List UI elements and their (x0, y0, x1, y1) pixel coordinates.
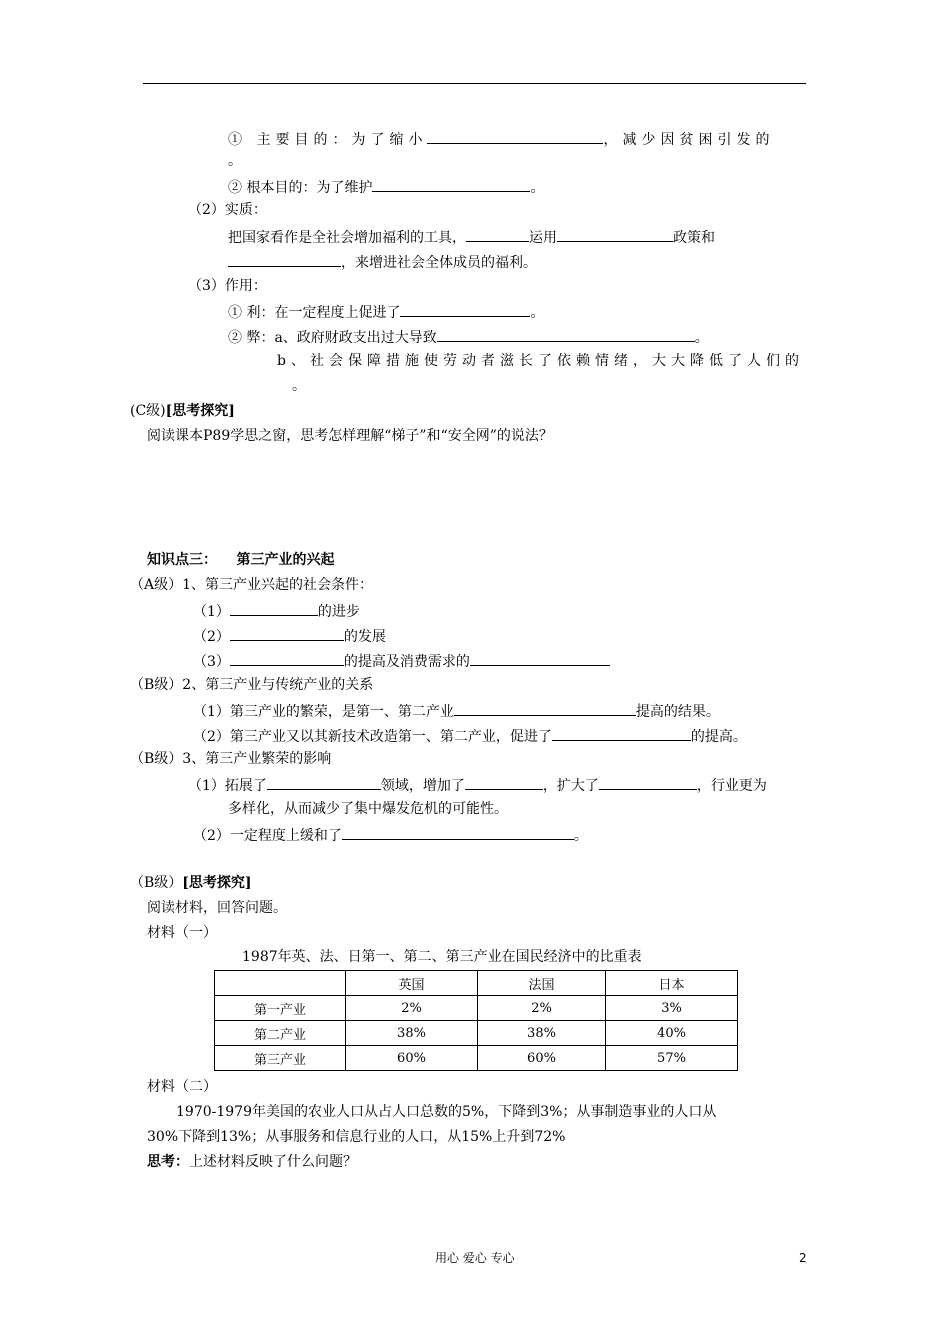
blank-15 (465, 775, 543, 790)
rel-1-text: （1）第三产业的繁荣，是第一、第二产业 (193, 704, 454, 720)
material-1-label: 材料（一） (147, 925, 217, 941)
kp3-rel-1 (193, 701, 720, 721)
blank-3 (466, 227, 529, 242)
table-cell: 40% (606, 1021, 738, 1046)
cond-1-num: （1） (193, 604, 230, 620)
kp3-q2: （B级）2、第三产业与传统产业的关系 (130, 677, 374, 693)
row-label: 第一产业 (215, 996, 346, 1021)
inquiry-b-intro: 阅读材料，回答问题。 (147, 900, 287, 916)
rel-1-end: 提高的结果。 (635, 704, 720, 720)
table-cell: 38% (346, 1021, 478, 1046)
inquiry-c-level: (C级) (130, 403, 166, 419)
table-cell: 38% (478, 1021, 606, 1046)
table-header-cell: 法国 (478, 971, 606, 996)
table-row (215, 1046, 738, 1071)
purpose-main-line (228, 129, 774, 149)
blank-2 (372, 177, 530, 192)
row-label: 第二产业 (215, 1021, 346, 1046)
table-cell: 2% (478, 996, 606, 1021)
table-row (215, 1021, 738, 1046)
inquiry-b-heading (130, 874, 252, 892)
table-header-cell: 英国 (346, 971, 478, 996)
blank-13 (552, 726, 691, 741)
page-number: 2 (799, 1251, 807, 1265)
table-cell: 60% (346, 1046, 478, 1071)
kp3-cond-3 (193, 651, 610, 671)
rel-2-text: （2）第三产业又以其新技术改造第一、第二产业，促进了 (193, 729, 552, 745)
impact-1-c: ，扩大了 (542, 778, 599, 794)
essence-line-1 (228, 227, 715, 247)
essence-text-b: 运用 (529, 230, 557, 246)
blank-8 (230, 601, 318, 616)
footer-motto: 用心 爱心 专心 (435, 1251, 515, 1265)
kp3-impact-1 (188, 775, 767, 795)
blank-5 (228, 252, 341, 267)
cond-3-text: 的提高及消费需求的 (343, 654, 470, 670)
essence-line-2 (228, 252, 537, 272)
header-rule (143, 83, 806, 84)
cond-2-num: （2） (193, 629, 230, 645)
kp3-impact-2 (193, 825, 588, 845)
kp3-impact-1-cont: 多样化，从而减少了集中爆发危机的可能性。 (228, 801, 508, 817)
table-header-cell: 日本 (606, 971, 738, 996)
blank-7 (437, 327, 695, 342)
table-cell: 2% (346, 996, 478, 1021)
purpose-main-text-2: ，减少因贫困引发的 (603, 132, 775, 148)
blank-14 (267, 775, 381, 790)
pro-end: 。 (530, 305, 545, 321)
inquiry-b-title: [思考探究] (182, 875, 252, 891)
question-line (147, 1153, 357, 1171)
con-end: 。 (694, 330, 709, 346)
purpose-root-line (228, 177, 544, 197)
purpose-root-end: 。 (530, 180, 545, 196)
material-2-line-1: 1970-1979年美国的农业人口从占人口总数的5%，下降到3%；从事制造事业的人口从 (176, 1104, 717, 1120)
table-cell: 3% (606, 996, 738, 1021)
pro-line (228, 302, 544, 322)
table-row (215, 996, 738, 1021)
kp3-cond-1 (193, 601, 360, 621)
impact-1-b: 领域，增加了 (380, 778, 465, 794)
impact-2-end: 。 (573, 828, 588, 844)
essence-text-d: ，来增进社会全体成员的福利。 (341, 255, 537, 271)
blank-6 (400, 302, 530, 317)
con-b-line: b、社会保障措施使劳动者滋长了依赖情绪，大大降低了人们的 (277, 353, 804, 369)
kp3-cond-2 (193, 626, 386, 646)
impact-2-text: （2）一定程度上缓和了 (193, 828, 342, 844)
cond-2-text: 的发展 (343, 629, 386, 645)
row-label: 第三产业 (215, 1046, 346, 1071)
pro-text: ① 利：在一定程度上促进了 (228, 305, 401, 321)
blank-4 (557, 227, 673, 242)
blank-17 (342, 825, 574, 840)
cond-1-text: 的进步 (317, 604, 360, 620)
con-text: ② 弊：a、政府财政支出过大导致 (228, 330, 437, 346)
rel-2-end: 的提高。 (690, 729, 747, 745)
table-cell: 57% (606, 1046, 738, 1071)
blank-1 (427, 129, 603, 144)
blank-11 (470, 651, 610, 666)
blank-12 (454, 701, 636, 716)
material-2-label: 材料（二） (147, 1079, 217, 1095)
cond-3-num: （3） (193, 654, 230, 670)
question-text: 上述材料反映了什么问题？ (189, 1154, 357, 1170)
kp3-q3: （B级）3、第三产业繁荣的影响 (130, 751, 332, 767)
table-cell: 60% (478, 1046, 606, 1071)
question-label: 思考： (147, 1154, 189, 1170)
essence-text-a: 把国家看作是全社会增加福利的工具， (228, 230, 466, 246)
kp3-q1: （A级）1、第三产业兴起的社会条件： (130, 577, 374, 593)
table-caption: 1987年英、法、日第一、第二、第三产业在国民经济中的比重表 (242, 949, 642, 965)
material-2-line-2: 30%下降到13%；从事服务和信息行业的人口，从15%上升到72% (147, 1129, 566, 1145)
inquiry-c-title: [思考探究] (165, 403, 235, 419)
con-line (228, 327, 709, 347)
kp3-title: 知识点三： 第三产业的兴起 (147, 552, 335, 568)
industry-share-table (214, 970, 738, 1071)
purpose-main-text: ① 主要目的：为了缩小 (228, 132, 428, 148)
impact-1-d: ，行业更为 (696, 778, 767, 794)
con-b-end: 。 (292, 378, 306, 394)
essence-heading: （2）实质： (188, 202, 267, 218)
inquiry-b-level: （B级） (130, 875, 183, 891)
table-header-cell (215, 971, 346, 996)
blank-16 (599, 775, 697, 790)
inquiry-c-heading (130, 402, 235, 420)
purpose-main-end: 。 (228, 153, 242, 169)
inquiry-c-body: 阅读课本P89学思之窗，思考怎样理解“梯子”和“安全网”的说法？ (147, 428, 553, 444)
essence-text-c: 政策和 (673, 230, 715, 246)
kp3-rel-2 (193, 726, 747, 746)
impact-1-a: （1）拓展了 (188, 778, 267, 794)
role-heading: （3）作用： (188, 278, 267, 294)
purpose-root-text: ② 根本目的：为了维护 (228, 180, 373, 196)
table-header-row (215, 971, 738, 996)
blank-9 (230, 626, 344, 641)
blank-10 (230, 651, 344, 666)
